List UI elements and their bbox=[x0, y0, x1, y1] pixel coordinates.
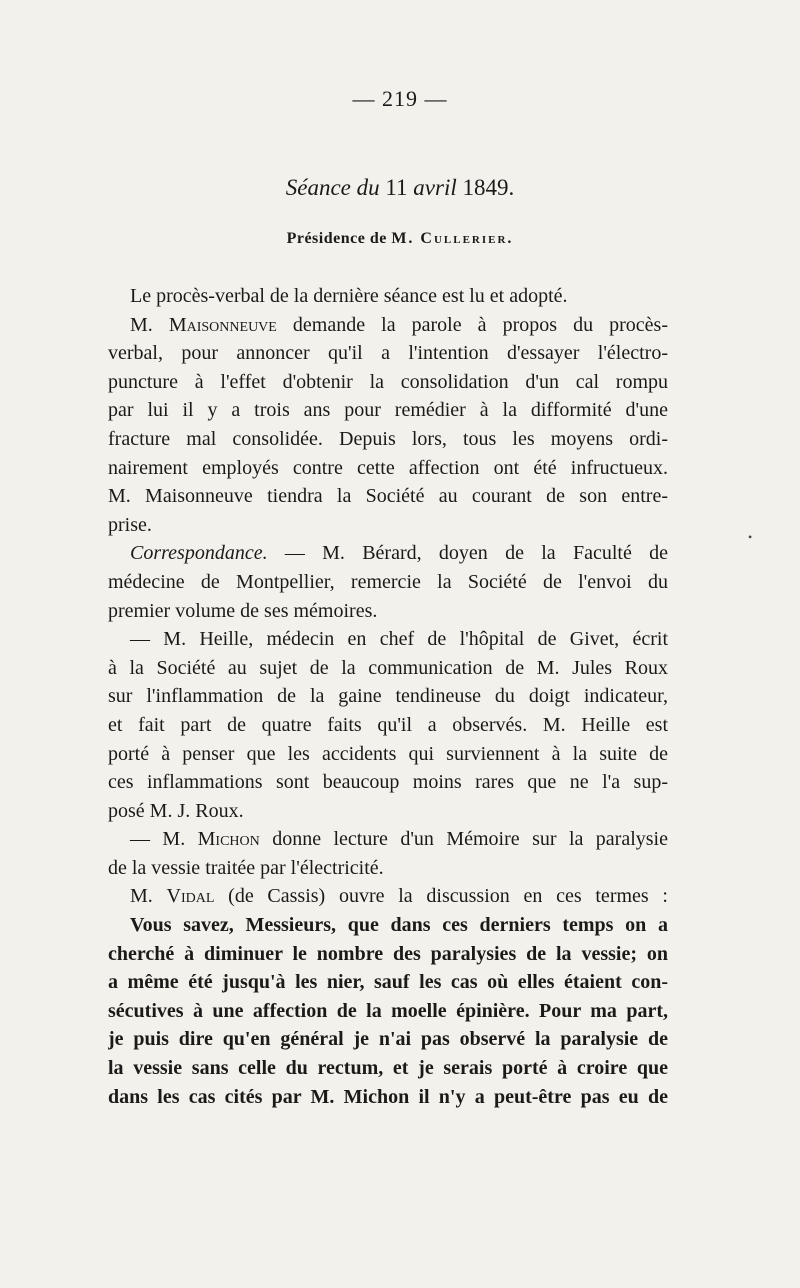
session-day: 11 bbox=[385, 175, 408, 200]
text-line: M. Maisonneuve tiendra la Société au courant de son entre- bbox=[108, 485, 668, 508]
text-line: premier volume de ses mémoires. bbox=[108, 599, 378, 622]
line-text: (de Cassis) ouvre la discussion en ces termes : bbox=[214, 885, 668, 908]
section-label: Correspondance. bbox=[130, 542, 268, 565]
text-line: cherché à diminuer le nombre des paralysies de la vessie; on bbox=[108, 942, 668, 965]
person-name: Vidal bbox=[166, 885, 215, 908]
page-number: — 219 — bbox=[352, 86, 448, 111]
text-line: nairement employés contre cette affection ont été infructueux. bbox=[108, 456, 668, 479]
line-text: demande la parole à propos du procès- bbox=[276, 313, 668, 336]
session-month: avril bbox=[413, 175, 457, 200]
session-heading bbox=[0, 175, 800, 201]
text-line: à la Société au sujet de la communication de M. Jules Roux bbox=[108, 656, 668, 679]
text-line: fracture mal consolidée. Depuis lors, tous les moyens ordi- bbox=[108, 427, 668, 450]
text-line: ces inflammations sont beaucoup moins rares que ne l'a sup- bbox=[108, 771, 668, 794]
text-line bbox=[108, 539, 668, 568]
text-line: sur l'inflammation de la gaine tendineuse du doigt indicateur, bbox=[108, 685, 668, 708]
presidence-line bbox=[0, 230, 800, 248]
text-line: Vous savez, Messieurs, que dans ces derniers temps on a bbox=[130, 914, 668, 937]
margin-mark: • bbox=[748, 530, 753, 544]
text-line: verbal, pour annoncer qu'il a l'intention d'essayer l'électro- bbox=[108, 342, 668, 365]
president-name: M. Cullerier. bbox=[391, 230, 514, 247]
text-line: sécutives à une affection de la moelle épinière. Pour ma part, bbox=[108, 999, 668, 1022]
person-name: Michon bbox=[197, 828, 260, 851]
line-text: donne lecture d'un Mémoire sur la paralysie bbox=[259, 828, 668, 851]
text-line: médecine de Montpellier, remercie la Société de l'envoi du bbox=[108, 570, 668, 593]
line-text: — M. bbox=[130, 828, 198, 851]
text-line: dans les cas cités par M. Michon il n'y a peut-être pas eu de bbox=[108, 1085, 668, 1108]
text-line bbox=[108, 882, 668, 911]
person-name: Maisonneuve bbox=[168, 313, 277, 336]
session-year: 1849. bbox=[462, 175, 515, 200]
text-line: Le procès-verbal de la dernière séance est lu et adopté. bbox=[130, 285, 568, 307]
text-line: et fait part de quatre faits qu'il a observés. M. Heille est bbox=[108, 713, 668, 736]
session-prefix: Séance du bbox=[285, 175, 380, 200]
text-line bbox=[108, 825, 668, 854]
text-line: de la vessie traitée par l'électricité. bbox=[108, 856, 384, 879]
text-line: posé M. J. Roux. bbox=[108, 799, 244, 822]
line-text: M. bbox=[130, 885, 167, 908]
line-text: — M. Bérard, doyen de la Faculté de bbox=[267, 542, 668, 565]
presidence-prefix: Présidence de bbox=[286, 230, 387, 247]
minutes-body bbox=[108, 282, 668, 1111]
text-line: la vessie sans celle du rectum, et je serais porté à croire que bbox=[108, 1057, 668, 1080]
text-line: par lui il y a trois ans pour remédier à la difformité d'une bbox=[108, 399, 668, 422]
text-line: puncture à l'effet d'obtenir la consolidation d'un cal rompu bbox=[108, 370, 668, 393]
text-line: prise. bbox=[108, 513, 152, 536]
text-line: je puis dire qu'en général je n'ai pas observé la paralysie de bbox=[108, 1028, 668, 1051]
text-line: — M. Heille, médecin en chef de l'hôpital de Givet, écrit bbox=[130, 628, 668, 651]
text-line bbox=[108, 311, 668, 340]
text-line: porté à penser que les accidents qui surviennent à la suite de bbox=[108, 742, 668, 765]
text-line: a même été jusqu'à les nier, sauf les cas où elles étaient con- bbox=[108, 971, 668, 994]
line-text: M. bbox=[130, 313, 169, 336]
